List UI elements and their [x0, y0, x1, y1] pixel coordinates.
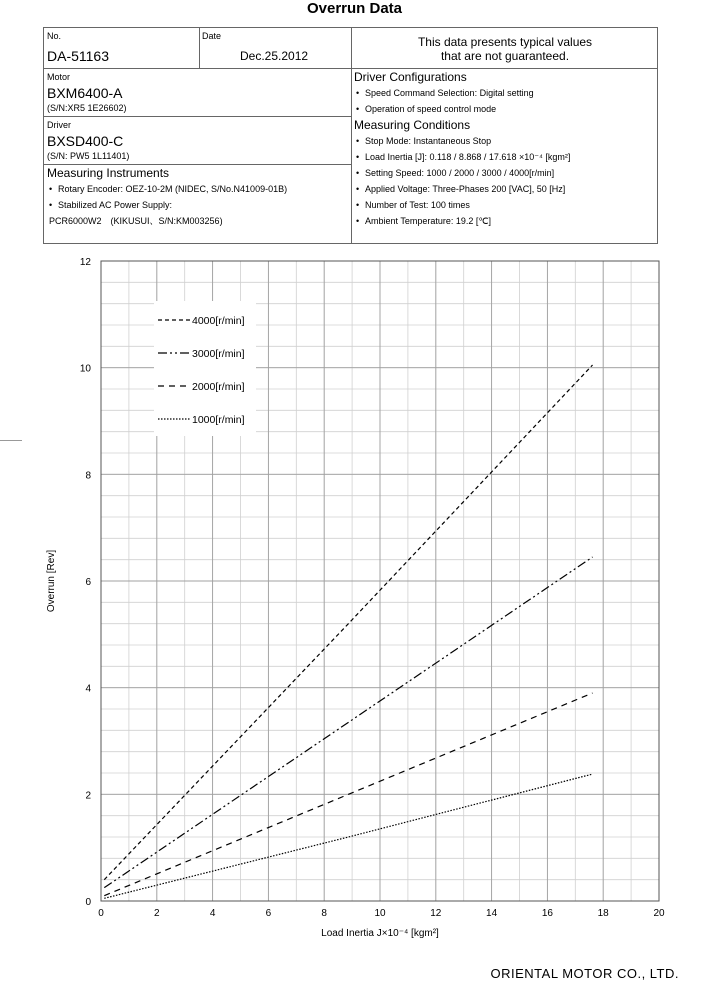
x-tick-label: 14	[486, 908, 498, 919]
list-item: • Rotary Encoder: OEZ-10-2M (NIDEC, S/No.N41009-01B)	[49, 181, 287, 197]
list-item: • Stabilized AC Power Supply:	[49, 197, 287, 213]
list-item: • Applied Voltage: Three-Phases 200 [VAC], 50 [Hz]	[356, 181, 570, 197]
driver-label: Driver	[47, 120, 71, 130]
x-tick-label: 10	[374, 908, 386, 919]
x-tick-label: 8	[321, 908, 327, 919]
bullet-icon: •	[356, 88, 360, 98]
legend-label: 4000[r/min]	[192, 315, 245, 327]
bullet-icon: •	[49, 184, 53, 194]
legend-label: 2000[r/min]	[192, 381, 245, 393]
driver-model: BXSD400-C	[47, 133, 124, 149]
legend-label: 1000[r/min]	[192, 414, 245, 426]
list-item: • Operation of speed control mode	[356, 101, 534, 117]
y-tick-label: 8	[85, 470, 91, 482]
instruments-list	[49, 181, 287, 229]
list-item: • Speed Command Selection: Digital setting	[356, 85, 534, 101]
x-axis-label: Load Inertia J×10⁻⁴ [kgm²]	[321, 928, 439, 939]
no-label: No.	[47, 31, 62, 41]
page-title: Overrun Data	[306, 0, 403, 17]
bullet-icon: •	[356, 200, 360, 210]
x-tick-label: 20	[653, 908, 665, 919]
x-tick-label: 18	[597, 908, 609, 919]
bullet-icon: •	[49, 200, 53, 210]
legend	[154, 301, 256, 436]
y-tick-label: 6	[85, 577, 91, 588]
no-date-divider	[199, 28, 200, 68]
x-tick-label: 2	[154, 908, 160, 919]
driver-serial: (S/N: PW5 1L11401)	[47, 151, 130, 161]
conditions-heading: Measuring Conditions	[354, 118, 471, 132]
list-item: • Setting Speed: 1000 / 2000 / 3000 / 4000[r/min]	[356, 165, 570, 181]
disclaimer-line-2: that are not guaranteed.	[440, 49, 570, 63]
list-item: • Load Inertia [J]: 0.118 / 8.868 / 17.618 ×10⁻⁴ [kgm²]	[356, 149, 570, 165]
document-number: DA-51163	[47, 48, 110, 64]
x-tick-label: 0	[98, 908, 104, 919]
disclaimer-line-1: This data presents typical values	[417, 35, 593, 49]
bullet-icon: •	[356, 168, 360, 178]
overrun-chart	[0, 245, 709, 950]
conditions-list	[356, 133, 570, 229]
row-divider	[44, 68, 657, 69]
driver-config-heading: Driver Configurations	[354, 70, 467, 84]
motor-serial: (S/N:XR5 1E26602)	[47, 103, 127, 113]
date-value: Dec.25.2012	[240, 49, 309, 63]
list-item: • Ambient Temperature: 19.2 [℃]	[356, 213, 570, 229]
list-item: • Stop Mode: Instantaneous Stop	[356, 133, 570, 149]
bullet-icon: •	[356, 152, 360, 162]
x-tick-label: 12	[430, 908, 442, 919]
instruments-heading: Measuring Instruments	[47, 166, 170, 180]
motor-driver-divider	[44, 116, 351, 117]
bullet-icon: •	[356, 184, 360, 194]
x-tick-label: 16	[541, 908, 553, 919]
company-name: ORIENTAL MOTOR CO., LTD.	[490, 966, 679, 981]
y-tick-label: 0	[85, 897, 91, 908]
disclaimer	[352, 35, 658, 63]
date-label: Date	[202, 31, 222, 41]
y-tick-label: 4	[85, 683, 91, 695]
bullet-icon: •	[356, 104, 360, 114]
driver-config-list	[356, 85, 534, 117]
x-tick-label: 6	[265, 908, 272, 919]
motor-label: Motor	[47, 72, 71, 82]
motor-model: BXM6400-A	[47, 85, 123, 101]
list-item: • Number of Test: 100 times	[356, 197, 570, 213]
y-axis-label: Overrun [Rev]	[46, 549, 57, 613]
bullet-icon: •	[356, 136, 360, 146]
info-table	[43, 27, 658, 244]
y-tick-label: 2	[85, 790, 91, 802]
list-item: PCR6000W2 (KIKUSUI、S/N:KM003256)	[49, 216, 223, 226]
driver-instruments-divider	[44, 164, 351, 165]
legend-label: 3000[r/min]	[192, 348, 245, 360]
x-tick-label: 4	[209, 908, 216, 919]
y-tick-label: 10	[79, 363, 91, 375]
y-tick-label: 12	[79, 257, 91, 268]
bullet-icon: •	[356, 216, 360, 226]
